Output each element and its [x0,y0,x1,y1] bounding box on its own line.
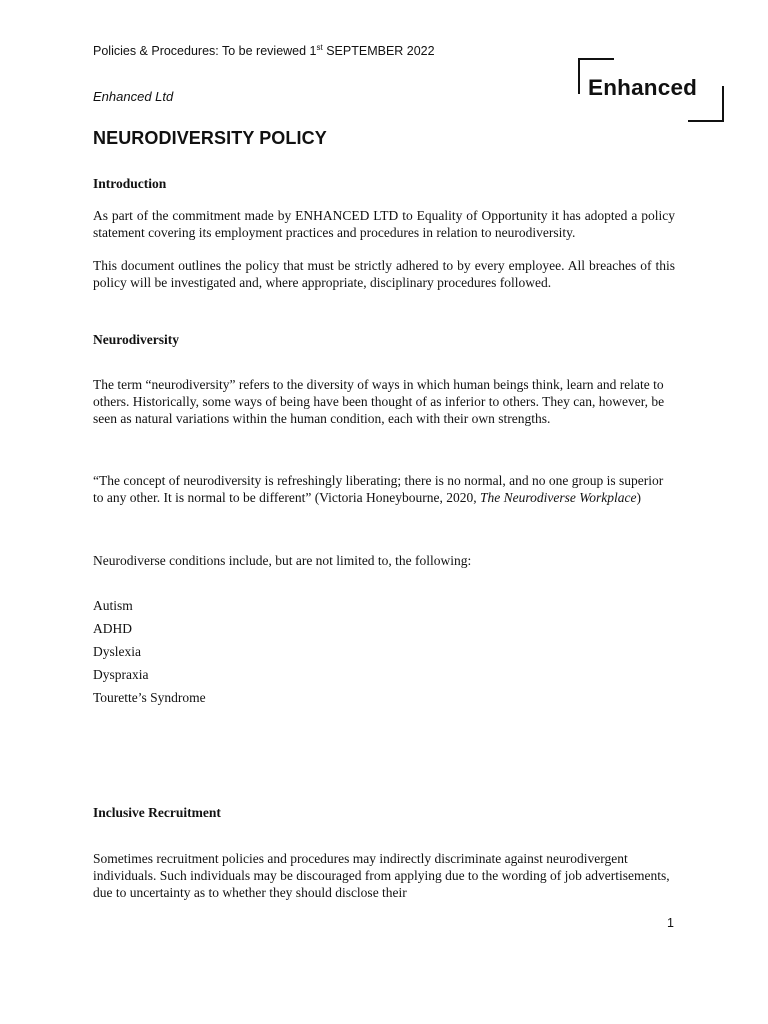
header-text: Policies & Procedures: To be reviewed 1 [93,44,317,59]
section-heading-introduction: Introduction [93,176,167,191]
condition-item-dyspraxia: Dyspraxia [93,667,149,682]
condition-item-tourettes: Tourette’s Syndrome [93,690,206,705]
conditions-intro: Neurodiverse conditions include, but are not limited to, the following: [93,553,472,568]
logo-wordmark: Enhanced [588,75,698,100]
neurodiversity-definition-paragraph: The term “neurodiversity” refers to the diversity of ways in which human beings think, learn and relate to others. Historically, some ways of being have been thought of as inferior to others. They can, however, be seen as natural variations within the human condition, each with their own strengths. [93,377,665,426]
quote-book-title: The Neurodiverse Workplace [479,489,637,505]
quote-close: ) [636,489,641,505]
introduction-paragraph-2: This document outlines the policy that must be strictly adhered to by every employee. All breaches of this policy will be investigated and, where appropriate, disciplinary procedures followed. [93,258,675,290]
introduction-paragraph-1: As part of the commitment made by ENHANCED LTD to Equality of Opportunity it has adopted a policy statement covering its employment practices and procedures in relation to neurodiversity. [93,208,675,240]
logo-bracket-bottom-right [688,86,724,122]
neurodiversity-quote [93,473,675,507]
page-title: NEURODIVERSITY POLICY [93,128,327,148]
condition-item-dyslexia: Dyslexia [93,644,141,659]
section-heading-inclusive-recruitment: Inclusive Recruitment [93,805,221,820]
header-ordinal-suffix: st [316,43,323,52]
document-header [93,43,435,58]
company-name: Enhanced Ltd [93,89,174,104]
page-number: 1 [667,916,674,930]
condition-item-adhd: ADHD [93,621,132,636]
header-date: SEPTEMBER 2022 [322,44,435,59]
enhanced-logo [578,58,724,122]
section-heading-neurodiversity: Neurodiversity [93,332,179,347]
quote-text: “The concept of neurodiversity is refreshingly liberating; there is no normal, and no one group is superior to any other. It is normal to be different” (Victoria Honeybourne, 2020, [93,473,664,505]
condition-item-autism: Autism [93,598,133,613]
recruitment-paragraph-1: Sometimes recruitment policies and procedures may indirectly discriminate against neurodivergent individuals. Such individuals may be discouraged from applying due to the wording of job advertisements, due to uncertainty as to whether they should disclose their [93,851,670,900]
